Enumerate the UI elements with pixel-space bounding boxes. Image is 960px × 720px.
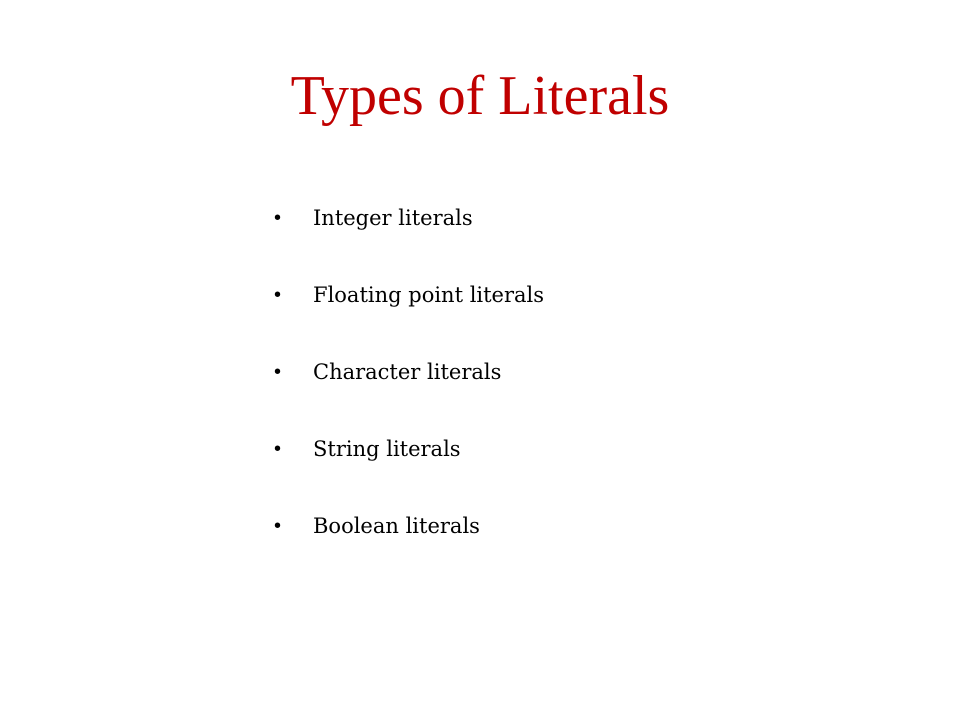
bullet-icon: •	[274, 515, 282, 537]
list-item	[270, 273, 770, 350]
bullet-text-floating-point: Floating point literals	[313, 283, 545, 307]
bullet-text-integer: Integer literals	[313, 206, 473, 230]
bullet-icon: •	[274, 438, 282, 460]
bullet-text-character: Character literals	[313, 360, 502, 384]
bullet-text-string: String literals	[313, 437, 461, 461]
list-item	[270, 504, 770, 581]
bullet-icon: •	[274, 207, 282, 229]
bullet-icon: •	[274, 361, 282, 383]
bullet-list	[270, 196, 770, 581]
bullet-text-boolean: Boolean literals	[313, 514, 480, 538]
list-item	[270, 350, 770, 427]
slide-title: Types of Literals	[290, 65, 670, 127]
list-item	[270, 427, 770, 504]
list-item	[270, 196, 770, 273]
bullet-icon: •	[274, 284, 282, 306]
